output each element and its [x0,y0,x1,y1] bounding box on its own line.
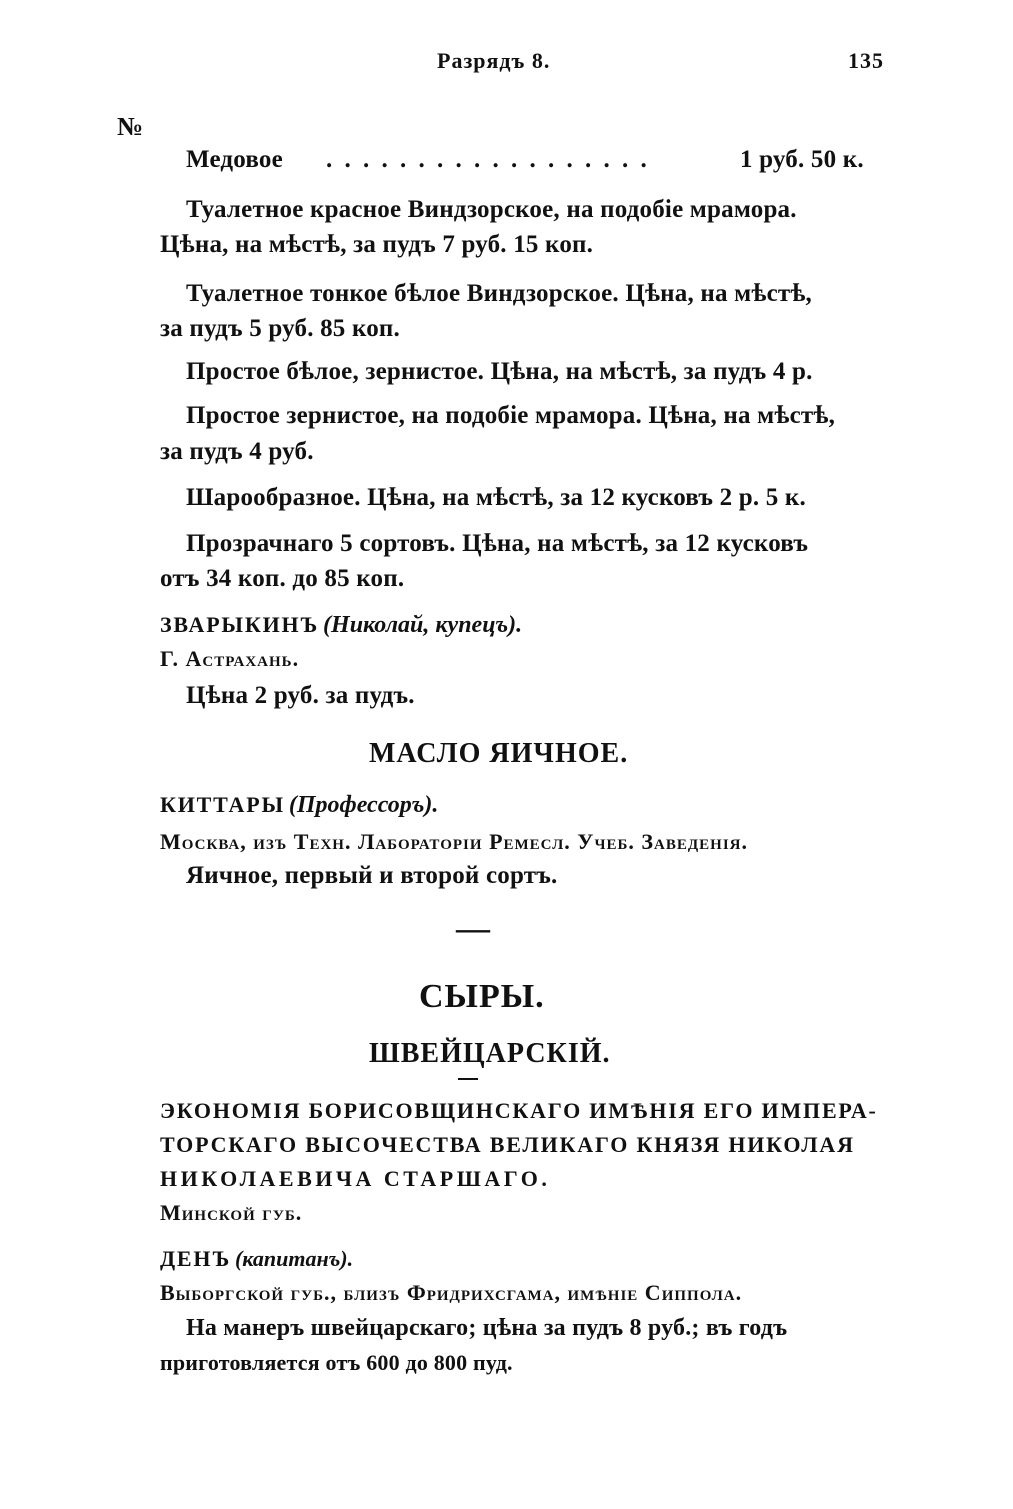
egg-oil-heading: МАСЛО ЯИЧНОЕ. [369,738,629,769]
soap-item5-line2: за пудъ 4 руб. [160,438,314,465]
soap-item2-line2: Цѣна, на мѣстѣ, за пудъ 7 руб. 15 коп. [160,231,594,258]
zvarykin-city: Г. Астрахань. [160,646,300,671]
kittary-role: (Профессоръ). [288,792,439,818]
medovoe-name: Медовое [186,146,283,173]
soap-item7-line2: отъ 34 коп. до 85 коп. [160,565,405,592]
running-title: Разрядъ 8. [437,48,551,73]
zvarykin-price: Цѣна 2 руб. за пудъ. [186,682,415,709]
den-role: (капитанъ). [234,1246,354,1271]
estate-line1: ЭКОНОМІЯ БОРИСОВЩИНСКАГО ИМѢНІЯ ЕГО ИМПЕРА- [160,1098,878,1123]
page-number: 135 [848,48,884,73]
kittary-name: КИТТАРЫ [160,792,285,817]
soap-item3-line1: Туалетное тонкое бѣлое Виндзорское. Цѣна, на мѣстѣ, [186,280,812,307]
den-name: ДЕНЪ [160,1246,231,1271]
estate-location: Минской губ. [160,1200,303,1225]
den-line2: приготовляется отъ 600 до 800 пуд. [160,1350,513,1375]
soap-item4-line1: Простое бѣлое, зернистое. Цѣна, на мѣстѣ, за пудъ 4 р. [186,358,813,385]
kittary-location: Москва, изъ Техн. Лабораторіи Ремесл. Учеб. Заведенія. [160,829,748,854]
egg-oil-product: Яичное, первый и второй сортъ. [186,862,558,889]
soap-item7-line1: Прозрачнаго 5 сортовъ. Цѣна, на мѣстѣ, за 12 кусковъ [186,530,809,557]
estate-line2: ТОРСКАГО ВЫСОЧЕСТВА ВЕЛИКАГО КНЯЗЯ НИКОЛАЯ [160,1132,855,1157]
subheading-underline [458,1078,478,1080]
soap-item6-line1: Шарообразное. Цѣна, на мѣстѣ, за 12 кусковъ 2 р. 5 к. [186,484,806,511]
zvarykin-role: (Николай, купецъ). [323,612,523,638]
kittary-entry [160,792,438,819]
den-entry [160,1246,353,1272]
section-divider: — [456,910,490,947]
soap-item2-line1: Туалетное красное Виндзорское, на подобіе мрамора. [186,196,797,223]
soap-item3-line2: за пудъ 5 руб. 85 коп. [160,315,400,342]
soap-item5-line1: Простое зернистое, на подобіе мрамора. Цѣна, на мѣстѣ, [186,402,836,429]
den-line1: На манеръ швейцарскаго; цѣна за пудъ 8 руб.; въ годъ [186,1315,788,1341]
cheese-heading: СЫРЫ. [419,978,545,1015]
medovoe-price: 1 руб. 50 к. [740,146,864,173]
medovoe-leader-dots: . . . . . . . . . . . . . . . . . . [326,146,650,173]
den-location: Выборгской губ., близъ Фридрихсгама, имѣніе Сиппола. [160,1280,743,1305]
numero-sign: № [117,112,144,141]
zvarykin-entry [160,612,522,639]
zvarykin-name: ЗВАРЫКИНЪ [160,612,320,637]
cheese-subheading: ШВЕЙЦАРСКІЙ. [369,1038,611,1069]
estate-line3: НИКОЛАЕВИЧА СТАРШАГО. [160,1166,551,1191]
